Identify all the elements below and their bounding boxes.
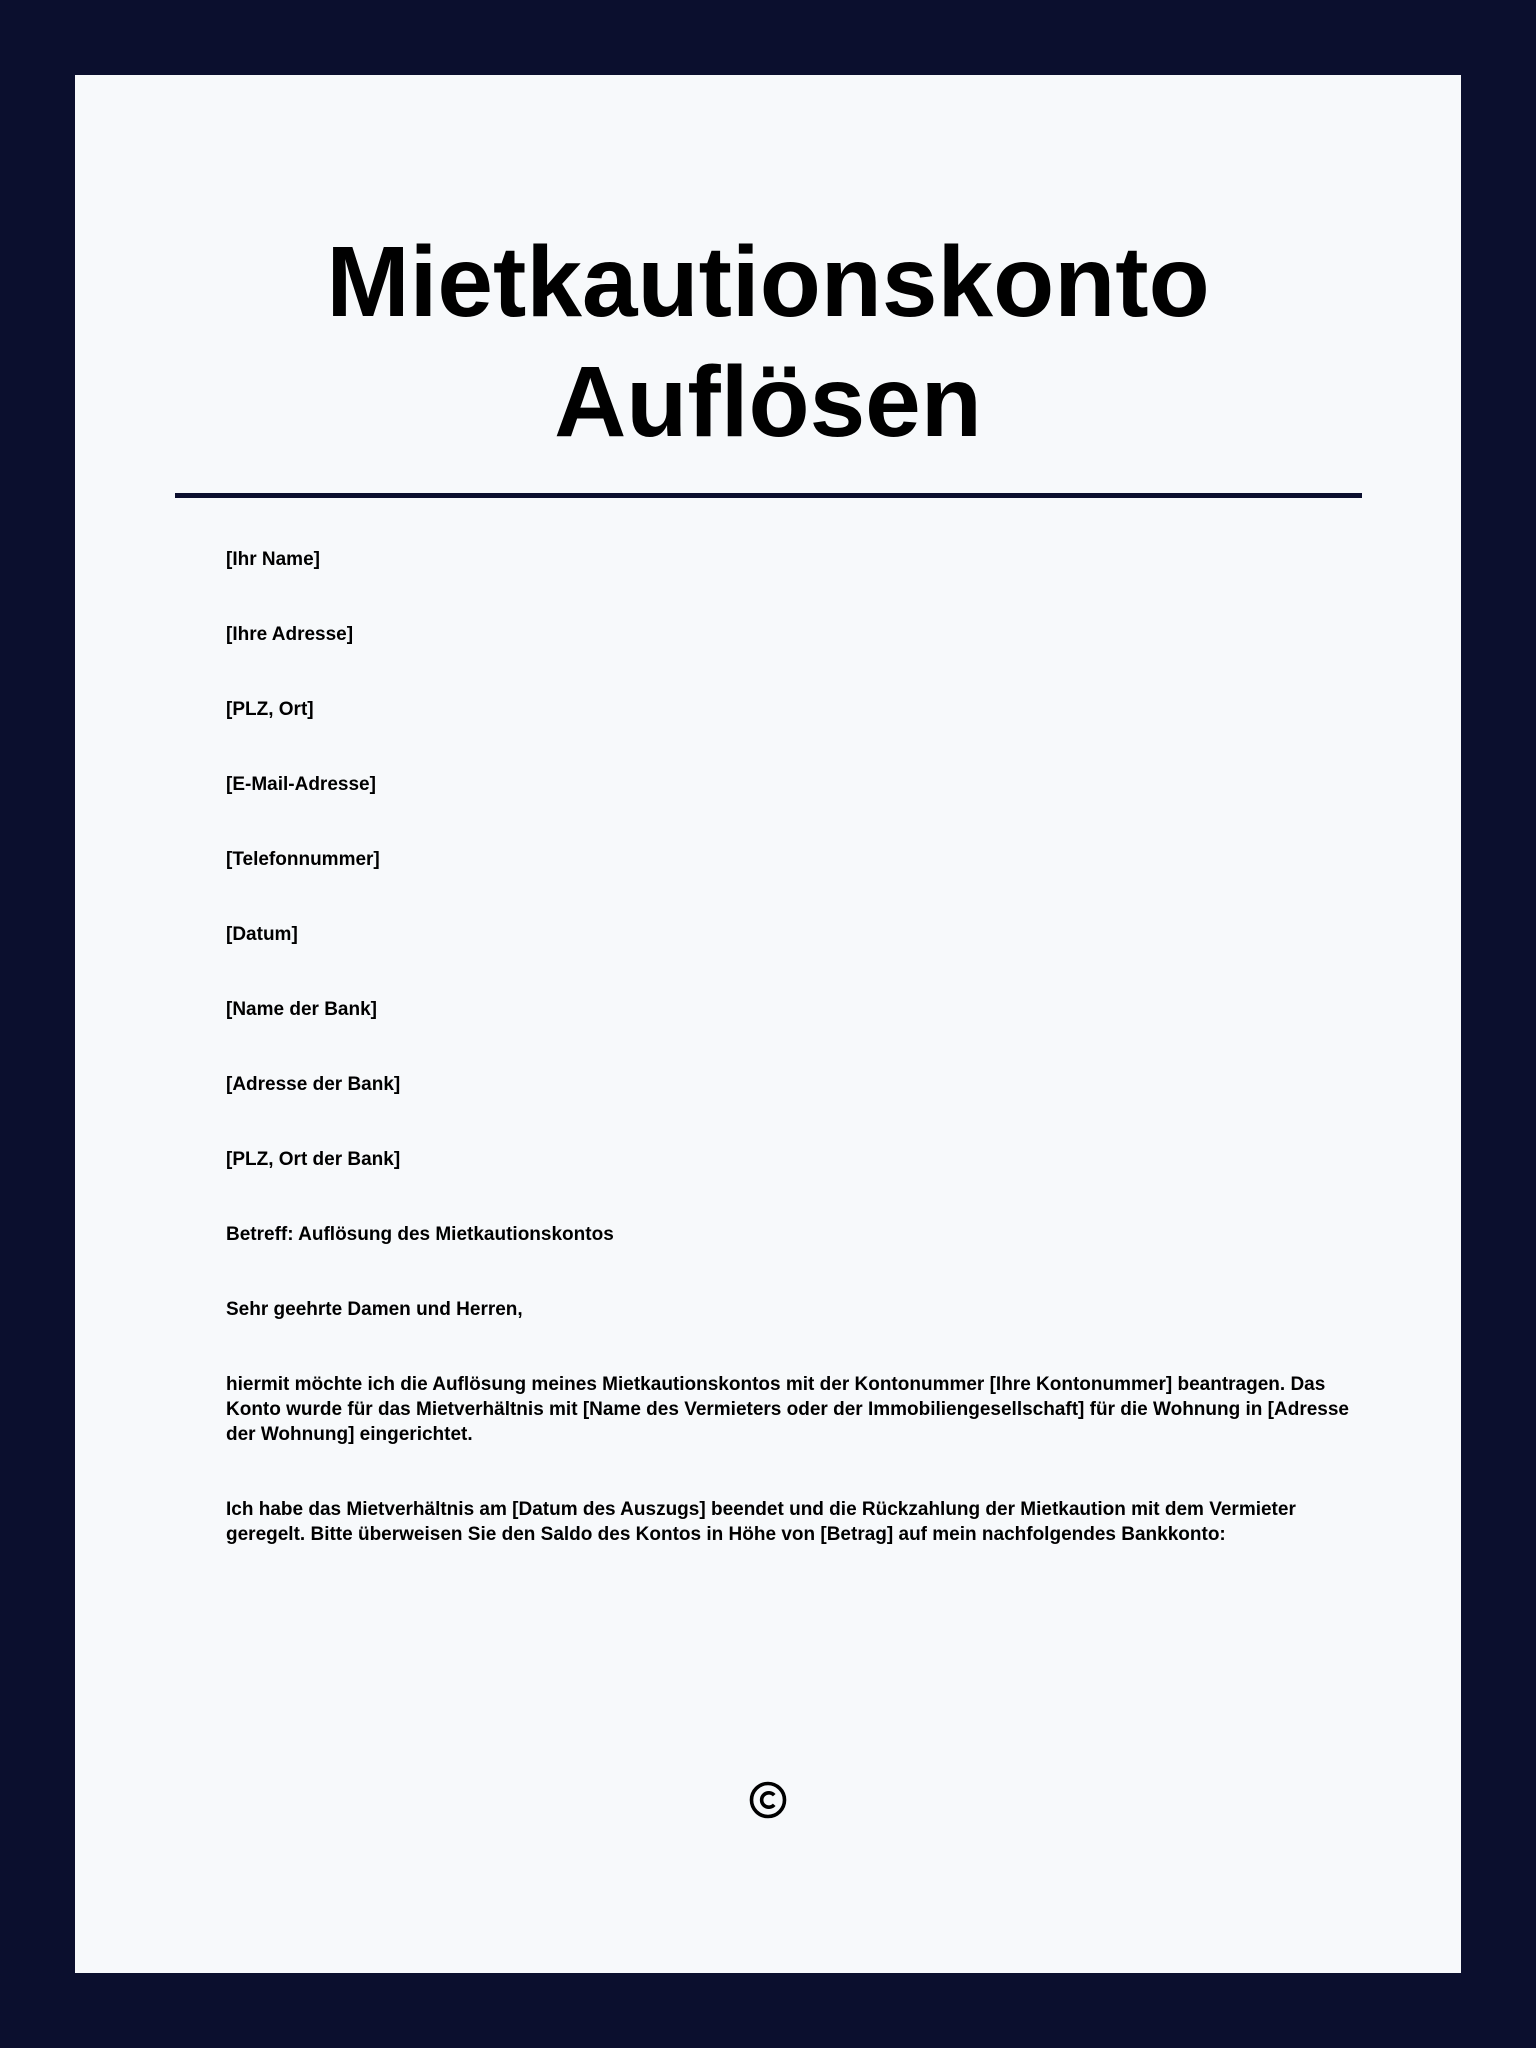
letter-paragraph: hiermit möchte ich die Auflösung meines Mietkautionskontos mit der Kontonummer [Ihre Kontonummer] beantragen. Das Konto wurde für das Mietverhältnis mit [Name des Vermieters oder der Immobiliengesellschaft] für die Wohnung in [Adresse der Wohnung] eingerichtet. xyxy=(226,1374,1349,1445)
sender-city: [PLZ, Ort] xyxy=(226,699,314,720)
sender-address: [Ihre Adresse] xyxy=(226,624,354,645)
letter-salutation: Sehr geehrte Damen und Herren, xyxy=(226,1299,523,1320)
title-line-1: Mietkautionskonto xyxy=(326,226,1210,338)
sender-phone: [Telefonnummer] xyxy=(226,849,380,870)
sender-block xyxy=(226,547,1350,872)
document-page xyxy=(75,75,1461,1973)
letter-body xyxy=(226,547,1350,1597)
paragraph-block-2 xyxy=(226,1497,1350,1547)
recipient-bank-city: [PLZ, Ort der Bank] xyxy=(226,1149,401,1170)
salutation-block xyxy=(226,1297,1350,1322)
recipient-bank-address: [Adresse der Bank] xyxy=(226,1074,401,1095)
letter-subject: Betreff: Auflösung des Mietkautionskontos xyxy=(226,1224,614,1245)
recipient-block xyxy=(226,997,1350,1172)
paragraph-block-1 xyxy=(226,1372,1350,1447)
subject-block xyxy=(226,1222,1350,1247)
sender-email: [E-Mail-Adresse] xyxy=(226,774,376,795)
recipient-bank-name: [Name der Bank] xyxy=(226,999,377,1020)
title-divider xyxy=(175,493,1362,498)
letter-date: [Datum] xyxy=(226,924,298,945)
document-title xyxy=(75,222,1461,462)
letter-paragraph: Ich habe das Mietverhältnis am [Datum des Auszugs] beendet und die Rückzahlung der Mietkaution mit dem Vermieter geregelt. Bitte überweisen Sie den Saldo des Kontos in Höhe von [Betrag] auf mein nachfolgendes Bankkonto: xyxy=(226,1499,1296,1545)
date-block xyxy=(226,922,1350,947)
copyright-icon xyxy=(749,1781,787,1819)
title-line-2: Auflösen xyxy=(554,346,982,458)
sender-name: [Ihr Name] xyxy=(226,549,320,570)
